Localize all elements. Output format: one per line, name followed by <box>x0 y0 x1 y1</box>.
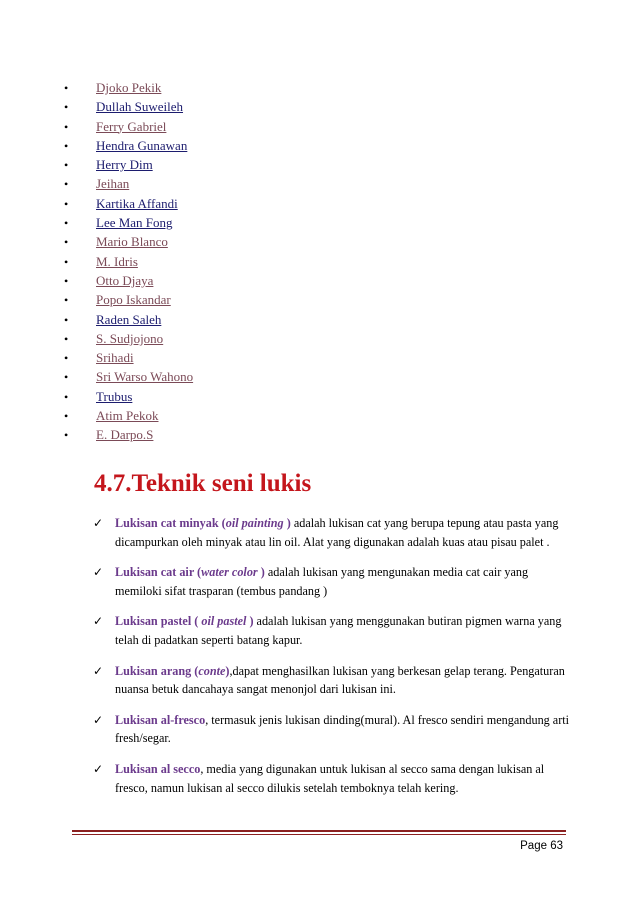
list-item <box>64 425 193 444</box>
bullet-icon: • <box>64 196 69 211</box>
technique-description: adalah lukisan yang mengunakan media cat cair yang memiloki sifat trasparan (tembus pandang ) <box>115 565 529 598</box>
bullet-icon: • <box>64 428 69 443</box>
technique-item <box>93 514 573 551</box>
technique-term: Lukisan arang ( <box>115 663 199 678</box>
bullet-icon: • <box>64 119 69 134</box>
painter-link[interactable]: Lee Man Fong <box>96 215 173 231</box>
footer-rule-thin <box>72 834 566 835</box>
technique-item <box>93 760 573 797</box>
bullet-icon: • <box>64 254 69 269</box>
painter-link[interactable]: Jeihan <box>96 176 130 192</box>
list-item <box>64 367 193 386</box>
painter-link[interactable]: Popo Iskandar <box>96 292 171 308</box>
bullet-icon: • <box>64 351 69 366</box>
painter-link[interactable]: Srihadi <box>96 350 134 366</box>
painter-link[interactable]: Trubus <box>96 388 133 404</box>
list-item <box>64 117 193 136</box>
page-number: Page 63 <box>520 840 563 852</box>
bullet-icon: • <box>64 370 69 385</box>
painter-link[interactable]: Mario Blanco <box>96 234 168 250</box>
technique-term: Lukisan al secco <box>115 761 201 776</box>
technique-english-term: water color <box>201 565 258 580</box>
bullet-icon: • <box>64 409 69 424</box>
list-item <box>64 213 193 232</box>
technique-term-close: ) <box>257 565 265 580</box>
technique-term: Lukisan cat minyak ( <box>115 516 226 530</box>
section-heading: 4.7.Teknik seni lukis <box>94 470 312 497</box>
list-item <box>64 78 193 97</box>
footer-rule <box>72 830 566 832</box>
technique-description: , media yang digunakan untuk lukisan al secco sama dengan lukisan al fresco, namun lukisan al secco dilukis setelah temboknya telah kering. <box>115 761 545 795</box>
bullet-icon: • <box>64 81 69 95</box>
bullet-icon: • <box>64 216 69 231</box>
bullet-icon: • <box>64 331 69 346</box>
bullet-icon: • <box>64 158 69 173</box>
list-item <box>64 136 193 155</box>
painter-link[interactable]: Atim Pekok <box>96 408 159 424</box>
checkmark-icon: ✓ <box>93 761 104 776</box>
painter-link[interactable]: Kartika Affandi <box>96 195 178 211</box>
technique-item <box>93 662 573 699</box>
technique-term-close: ) <box>225 663 230 678</box>
list-item <box>64 194 193 213</box>
technique-term: Lukisan cat air ( <box>115 565 202 580</box>
technique-english-term: conte <box>198 663 226 678</box>
painter-link[interactable]: S. Sudjojono <box>96 330 164 346</box>
painter-link[interactable]: Ferry Gabriel <box>96 118 167 134</box>
bullet-icon: • <box>64 389 69 404</box>
technique-description: adalah lukisan yang menggunakan butiran pigmen warna yang telah di padatkan seperti batang kapur. <box>115 614 562 647</box>
list-item <box>64 329 193 348</box>
list-item <box>64 97 193 116</box>
bullet-icon: • <box>64 177 69 192</box>
painter-list <box>64 78 193 445</box>
list-item <box>64 271 193 290</box>
list-item <box>64 387 193 406</box>
bullet-icon: • <box>64 293 69 308</box>
painter-link[interactable]: Sri Warso Wahono <box>96 369 194 385</box>
list-item <box>64 290 193 309</box>
list-item <box>64 310 193 329</box>
technique-term: Lukisan al-fresco <box>115 712 206 727</box>
painter-link[interactable]: Hendra Gunawan <box>96 137 188 153</box>
list-item <box>64 174 193 193</box>
technique-item <box>93 612 573 649</box>
checkmark-icon: ✓ <box>93 614 104 629</box>
list-item <box>64 252 193 271</box>
checkmark-icon: ✓ <box>93 565 104 580</box>
checkmark-icon: ✓ <box>93 663 104 678</box>
painter-link[interactable]: Herry Dim <box>96 157 153 173</box>
painter-link[interactable]: M. Idris <box>96 253 138 269</box>
technique-term-close: ) <box>246 614 254 629</box>
technique-list <box>93 514 573 809</box>
list-item <box>64 406 193 425</box>
technique-item <box>93 711 573 748</box>
bullet-icon: • <box>64 273 69 288</box>
checkmark-icon: ✓ <box>93 516 104 530</box>
list-item <box>64 348 193 367</box>
technique-term: Lukisan pastel ( <box>115 614 202 629</box>
technique-term-close: ) <box>283 516 291 530</box>
painter-link[interactable]: Djoko Pekik <box>96 80 162 95</box>
bullet-icon: • <box>64 100 69 115</box>
painter-link[interactable]: Otto Djaya <box>96 272 154 288</box>
checkmark-icon: ✓ <box>93 712 104 727</box>
list-item <box>64 232 193 251</box>
painter-link[interactable]: Dullah Suweileh <box>96 99 184 115</box>
technique-english-term: oil pastel <box>201 614 247 629</box>
list-item <box>64 155 193 174</box>
technique-description: ,dapat menghasilkan lukisan yang berkesan gelap terang. Pengaturan nuansa betuk dancahaya sangat menonjol dari lukisan ini. <box>115 663 565 697</box>
technique-item <box>93 563 573 600</box>
technique-description: adalah lukisan cat yang berupa tepung atau pasta yang dicampurkan oleh minyak atau lin oil. Alat yang digunakan adalah kuas atau pisau palet . <box>115 516 559 549</box>
technique-english-term: oil painting <box>225 516 284 530</box>
technique-description: , termasuk jenis lukisan dinding(mural). Al fresco sendiri mengandung arti fresh/segar. <box>115 712 570 746</box>
bullet-icon: • <box>64 312 69 327</box>
bullet-icon: • <box>64 235 69 250</box>
painter-link[interactable]: Raden Saleh <box>96 311 162 327</box>
painter-link[interactable]: E. Darpo.S <box>96 427 154 443</box>
bullet-icon: • <box>64 138 69 153</box>
